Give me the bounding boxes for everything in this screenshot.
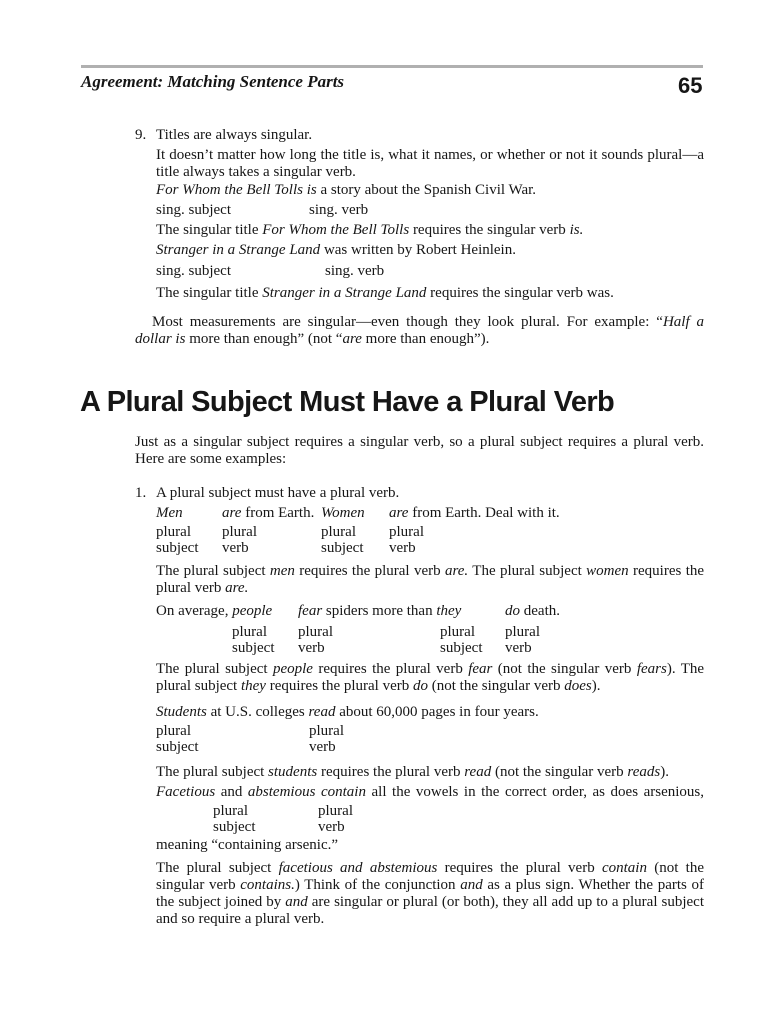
rule-1-statement: A plural subject must have a plural verb.: [156, 485, 400, 501]
meaning-arsenious: meaning “containing arsenic.”: [156, 837, 339, 853]
ex-men-verb: are from Earth.: [222, 505, 315, 521]
ex-facetious: Facetious and abstemious contain all the vowels in the correct order, as does arsenious,: [156, 784, 704, 800]
rule-9-explanation: It doesn’t matter how long the title is, what it names, or whether or not it sounds plural—a title always takes a singular verb.: [156, 147, 704, 180]
label-plural: plural: [222, 524, 257, 540]
label-sing-verb-2: sing. verb: [325, 263, 385, 279]
label-verb: verb: [222, 540, 249, 556]
note-title-1: The singular title For Whom the Bell Tolls requires the singular verb is.: [156, 222, 584, 238]
label-sing-subject-2: sing. subject: [156, 263, 231, 279]
list-number-1: 1.: [135, 485, 147, 501]
label-verb: verb: [318, 819, 345, 835]
label-verb: verb: [389, 540, 416, 556]
label-subject: subject: [156, 739, 199, 755]
label-subject: subject: [232, 640, 275, 656]
rule-9-statement: Titles are always singular.: [156, 127, 313, 143]
note-facetious: The plural subject facetious and abstemious requires the plural verb contain (not the singular verb contains.) Think of the conjunction and as a plus sign. Whether the parts of the subject joined by and are singular or plural (or both), they all add up to a plural subject and so require a plural verb.: [156, 860, 705, 927]
section-intro: Just as a singular subject requires a singular verb, so a plural subject requires a plural verb. Here are some examples:: [135, 434, 704, 467]
label-subject: subject: [440, 640, 483, 656]
label-verb: verb: [309, 739, 336, 755]
note-people: The plural subject people requires the plural verb fear (not the singular verb fears). The plural subject they requires the plural verb do (not the singular verb does).: [156, 661, 705, 694]
label-sing-subject-1: sing. subject: [156, 202, 231, 218]
label-subject: subject: [213, 819, 256, 835]
label-subject: subject: [156, 540, 199, 556]
ex-people-prefix: On average, people: [156, 603, 273, 619]
label-plural: plural: [232, 624, 267, 640]
label-plural: plural: [298, 624, 333, 640]
label-plural: plural: [321, 524, 356, 540]
list-number-9: 9.: [135, 127, 147, 143]
label-plural: plural: [389, 524, 424, 540]
page-number: 65: [678, 73, 703, 98]
note-title-2: The singular title Stranger in a Strange Land requires the singular verb was.: [156, 285, 614, 301]
measurements-paragraph: Most measurements are singular—even though they look plural. For example: “Half a dollar is more than enough” (not “are more than enough”).: [135, 314, 705, 347]
ex-women-verb: are from Earth. Deal with it.: [389, 505, 560, 521]
label-plural: plural: [156, 723, 191, 739]
ex-women-subject: Women: [321, 505, 365, 521]
label-plural: plural: [318, 803, 353, 819]
label-sing-verb-1: sing. verb: [309, 202, 369, 218]
ex-men-subject: Men: [156, 505, 183, 521]
label-plural: plural: [213, 803, 248, 819]
example-title-2: Stranger in a Strange Land was written by Robert Heinlein.: [156, 242, 516, 258]
label-plural: plural: [156, 524, 191, 540]
header-rule: [81, 65, 703, 68]
label-verb: verb: [505, 640, 532, 656]
label-subject: subject: [321, 540, 364, 556]
ex-they-verb: do death.: [505, 603, 560, 619]
label-plural: plural: [440, 624, 475, 640]
label-plural: plural: [505, 624, 540, 640]
section-heading: A Plural Subject Must Have a Plural Verb: [80, 386, 615, 418]
ex-people-verb: fear spiders more than they: [298, 603, 462, 619]
running-header-title: Agreement: Matching Sentence Parts: [81, 72, 345, 91]
label-verb: verb: [298, 640, 325, 656]
example-title-1: For Whom the Bell Tolls is a story about the Spanish Civil War.: [156, 182, 537, 198]
ex-students: Students at U.S. colleges read about 60,000 pages in four years.: [156, 704, 539, 720]
label-plural: plural: [309, 723, 344, 739]
note-men-women: The plural subject men requires the plural verb are. The plural subject women requires the plural verb are.: [156, 563, 705, 596]
note-students: The plural subject students requires the plural verb read (not the singular verb reads).: [156, 764, 669, 780]
